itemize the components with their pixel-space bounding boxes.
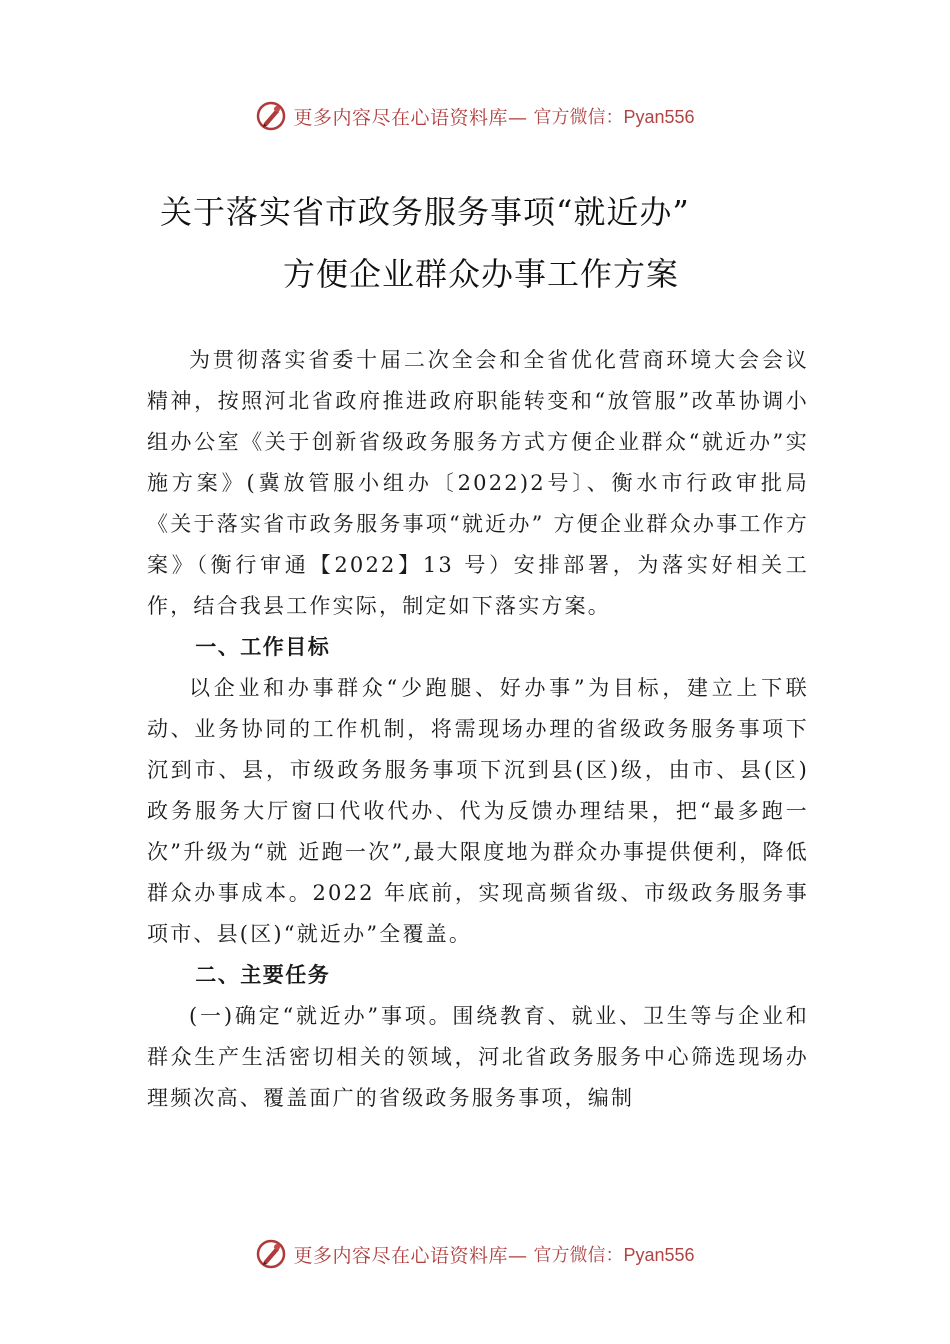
document-body [147,340,809,1119]
banner-wechat-text: 官方微信：Pyan556 [533,1245,695,1265]
pen-logo-icon [255,1238,287,1270]
goals-paragraph: 以企业和办事群众“少跑腿、好办事”为目标，建立上下联动、业务协同的工作机制，将需现场办理的省级政务服务事项下 沉到市、县，市级政务服务事项下沉到县(区)级，由市、县(区)政务服务大厅窗口代收代办、代为反馈办理结果，把“最多跑一次”升级为“就 近跑一次”,最大限度地为群众办事提供便利，降低群众办事成本。2022 年底前，实现高频省级、市级政务服务事项市、县(区)“就近办”全覆盖。 [147,676,809,946]
pen-logo-icon [255,100,287,132]
header-watermark-banner [0,96,950,136]
document-title-line-1: 关于落实省市政务服务事项“就近办” [160,193,690,231]
banner-main-text: 更多内容尽在心语资料库— [293,106,528,129]
task-paragraph: (一)确定“就近办”事项。围绕教育、就业、卫生等与企业和群众生产生活密切相关的领域，河北省政务服务中心筛选现场办理频次高、覆盖面广的省级政务服务事项，编制 [147,1004,809,1110]
section-heading-tasks: 二、主要任务 [195,963,331,987]
intro-paragraph: 为贯彻落实省委十届二次全会和全省优化营商环境大会会议精神，按照河北省政府推进政府职能转变和“放管服”改革协调小组办公室《关于创新省级政务服务方式方便企业群众“就近办”实施方案》(冀放管服小组办〔2022)2号〕、衡水市行政审批局《关于落实省市政务服务事项“就近办” 方便企业群众办事工作方案》（衡行审通【2022】13 号）安排部署，为落实好相关工作，结合我县工作实际，制定如下落实方案。 [147,348,809,618]
footer-watermark-banner [0,1234,950,1274]
banner-wechat-text: 官方微信：Pyan556 [533,107,695,127]
banner-main-text: 更多内容尽在心语资料库— [293,1244,528,1267]
section-heading-goals: 一、工作目标 [195,635,331,659]
document-title-line-2: 方便企业群众办事工作方案 [283,255,680,293]
